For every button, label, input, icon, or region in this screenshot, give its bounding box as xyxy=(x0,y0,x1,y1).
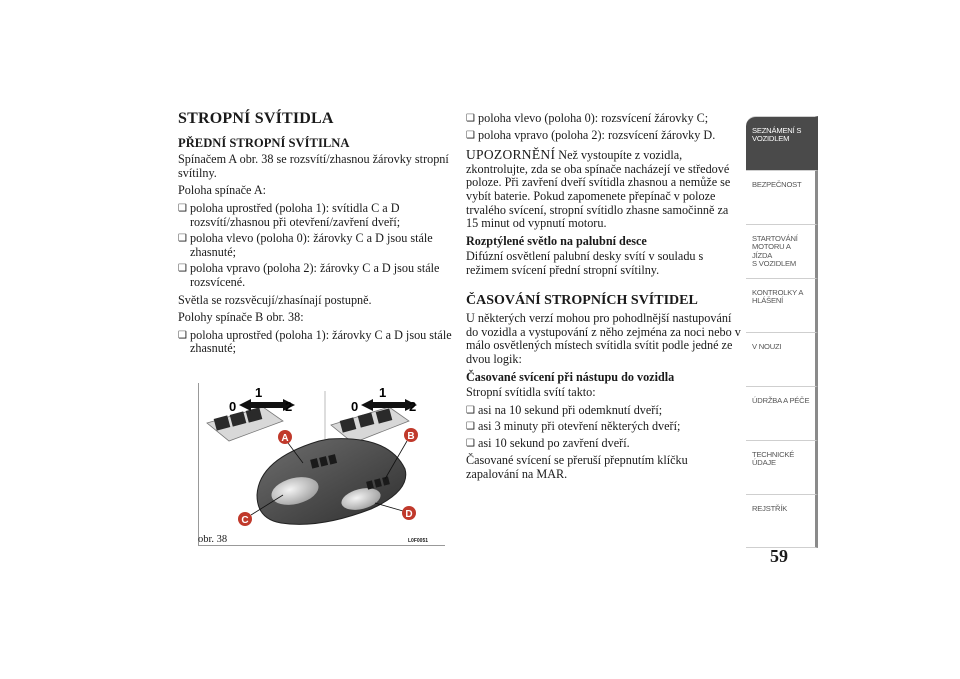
paragraph: Časované svícení se přeruší přepnutím klíčku zapalování na MAR. xyxy=(466,453,688,482)
list-item: ❑ asi na 10 sekund při odemknutí dveří; xyxy=(466,404,741,418)
tab-udrzba[interactable] xyxy=(746,386,818,440)
front-light-heading: PŘEDNÍ STROPNÍ SVÍTILNA xyxy=(178,135,350,150)
paragraph: U některých verzí mohou pro pohodlnější nastupování do vozidla a vystupování z něho zejména za noci nebo v málo osvětlených místech svítidla svítit podle jedné ze dvou logik: xyxy=(466,311,741,366)
paragraph: Spínačem A obr. 38 se rozsvítí/zhasnou žárovky stropní svítilny. xyxy=(178,152,449,180)
timing-list xyxy=(466,404,741,451)
tab-label: SEZNÁMENÍ S xyxy=(752,126,802,135)
tab-label: V NOUZI xyxy=(752,342,782,351)
timing-heading: ČASOVÁNÍ STROPNÍCH SVÍTIDEL xyxy=(466,292,698,308)
tab-rejstrik[interactable] xyxy=(746,494,818,548)
tab-label: STARTOVÁNÍ xyxy=(752,234,798,243)
svg-text:A: A xyxy=(281,433,289,444)
list-item: ❑ poloha vpravo (poloha 2): žárovky C a D jsou stále rozsvícené. xyxy=(178,262,452,289)
tab-label: KONTROLKY A xyxy=(752,288,804,297)
list-item: ❑ asi 10 sekund po zavření dveří. xyxy=(466,437,741,451)
svg-text:D: D xyxy=(405,509,413,520)
timed-entry-heading: Časované svícení při nástupu do vozidla xyxy=(466,369,675,384)
chapter-tabs xyxy=(746,116,818,548)
tab-seznameni[interactable] xyxy=(746,116,818,170)
svg-text:0: 0 xyxy=(229,399,237,414)
switch-a-positions xyxy=(178,202,452,290)
tab-startovani[interactable] xyxy=(746,224,818,278)
svg-text:1: 1 xyxy=(379,385,387,400)
paragraph: Poloha spínače A: xyxy=(178,183,267,198)
dashboard-light-heading: Rozptýlené světlo na palubní desce xyxy=(466,233,647,248)
svg-text:2: 2 xyxy=(285,399,293,414)
tab-technicke-udaje[interactable] xyxy=(746,440,818,494)
paragraph: Stropní svítidla svítí takto: xyxy=(466,385,596,400)
ceiling-light-figure xyxy=(198,383,445,546)
page-title: STROPNÍ SVÍTIDLA xyxy=(178,110,334,127)
callout-c xyxy=(238,512,252,526)
list-item: ❑ poloha uprostřed (poloha 1): žárovky C a D jsou stále zhasnuté; xyxy=(178,329,452,356)
ceiling-light-housing xyxy=(257,439,406,525)
tab-label: REJSTŘÍK xyxy=(752,504,788,513)
paragraph: Difúzní osvětlení palubní desky svítí v souladu s režimem svícení přední stropní svítilny. xyxy=(466,249,704,277)
tab-label: MOTORU A JÍZDA xyxy=(752,242,791,260)
tab-label: BEZPEČNOST xyxy=(752,180,802,189)
svg-text:B: B xyxy=(407,431,415,442)
paragraph: Polohy spínače B obr. 38: xyxy=(178,310,304,325)
svg-text:2: 2 xyxy=(409,399,417,414)
callout-d xyxy=(402,506,416,520)
list-item: ❑ poloha uprostřed (poloha 1): svítidla C a D rozsvítí/zhasnou při otevření/zavření dveří; xyxy=(178,202,452,229)
figure-caption: obr. 38 xyxy=(198,534,228,545)
list-item: ❑ asi 3 minuty při otevření některých dveří; xyxy=(466,420,741,434)
svg-text:0: 0 xyxy=(351,399,359,414)
tab-v-nouzi[interactable] xyxy=(746,332,818,386)
switch-a-detail xyxy=(207,407,283,441)
paragraph: Světla se rozsvěcují/zhasínají postupně. xyxy=(178,292,372,307)
warning-label: UPOZORNĚNÍ xyxy=(466,147,556,163)
list-item: ❑ poloha vpravo (poloha 2): rozsvícení žárovky D. xyxy=(466,129,741,143)
callout-a xyxy=(278,430,292,444)
tab-label: TECHNICKÉ xyxy=(752,450,795,459)
ceiling-light-illustration xyxy=(199,383,445,533)
list-item: ❑ poloha vlevo (poloha 0): žárovky C a D jsou stále zhasnuté; xyxy=(178,232,452,259)
warning-paragraph xyxy=(466,148,741,231)
right-column xyxy=(466,112,741,486)
tab-bezpecnost[interactable] xyxy=(746,170,818,224)
figure-code: L0F0051 xyxy=(408,538,429,544)
page-number: 59 xyxy=(770,546,788,566)
tab-label: HLÁŠENÍ xyxy=(752,296,784,306)
tab-label: VOZIDLEM xyxy=(752,134,790,144)
list-item: ❑ poloha vlevo (poloha 0): rozsvícení žárovky C; xyxy=(466,112,741,126)
svg-text:1: 1 xyxy=(255,385,263,400)
warning-text: Než vystoupíte z vozidla, zkontrolujte, zda se oba spínače nacházejí ve středové poloze. Při zavření dveří svítidla zhasnou a nemůže se vybít baterie. Pokud zapomenete přepínač v poloze trvalého svícení, stropní svítidlo zhasne samočinně za 15 minut od vypnutí motoru. xyxy=(466,148,731,231)
tab-label: ÚDAJE xyxy=(752,458,776,468)
tab-label: ÚDRŽBA A PÉČE xyxy=(752,396,810,405)
left-column xyxy=(178,112,452,360)
tab-label: S VOZIDLEM xyxy=(752,259,796,269)
switch-b-positions xyxy=(178,329,452,356)
svg-text:C: C xyxy=(241,515,249,526)
switch-b-positions-continued xyxy=(466,112,741,142)
tab-kontrolky[interactable] xyxy=(746,278,818,332)
callout-b xyxy=(404,428,418,442)
